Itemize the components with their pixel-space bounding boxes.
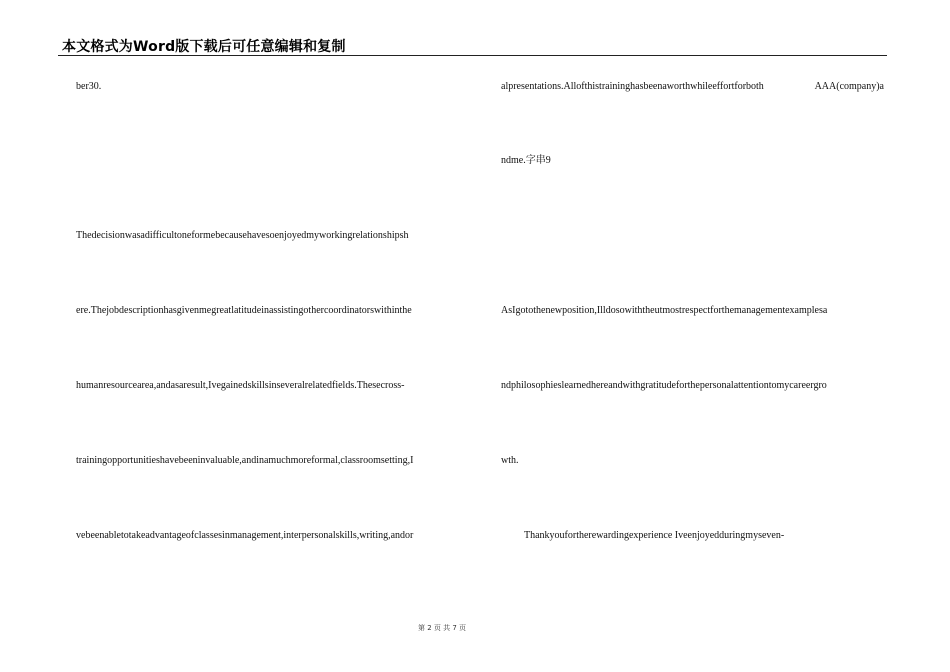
document-header-title: 本文格式为Word版下载后可任意编辑和复制 [62, 39, 346, 55]
body-text-line: ber30. [76, 81, 102, 92]
body-text-line: vebeenabletotakeadvantageofclassesinmanagement,interpersonalskills,writing,andor [76, 530, 414, 541]
page-number-footer: 第 2 页 共 7 页 [417, 624, 467, 632]
body-text-line: ndme.字串9 [501, 155, 551, 166]
header-divider [58, 55, 887, 56]
body-text-line: alpresentations.Allofthistraininghasbeenaworthwhileeffortforboth AAA(company)a [501, 81, 884, 92]
body-text-line: humanresourcearea,andasaresult,Ivegainedskillsinseveralrelatedfields.Thesecross- [76, 380, 405, 391]
body-text-line: ere.Thejobdescriptionhasgivenmegreatlatitudeinassistingothercoordinatorswithinthe [76, 305, 412, 316]
body-text-line: Thankyoufortherewardingexperience Iveenjoyedduringmyseven- [524, 530, 785, 541]
body-text-line: ndphilosophieslearnedhereandwithgratitudeforthepersonalattentiontomycareergro [501, 380, 827, 391]
body-text-line: AsIgotothenewposition,Illdosowiththeutmostrespectforthemanagementexamplesa [501, 305, 828, 316]
body-text-line: wth. [501, 455, 519, 466]
body-text-line: trainingopportunitieshavebeeninvaluable,andinamuchmoreformal,classroomsetting,I [76, 455, 414, 466]
body-text-line: Thedecisionwasadifficultoneformebecausehavesoenjoyedmyworkingrelationshipsh [76, 230, 409, 241]
